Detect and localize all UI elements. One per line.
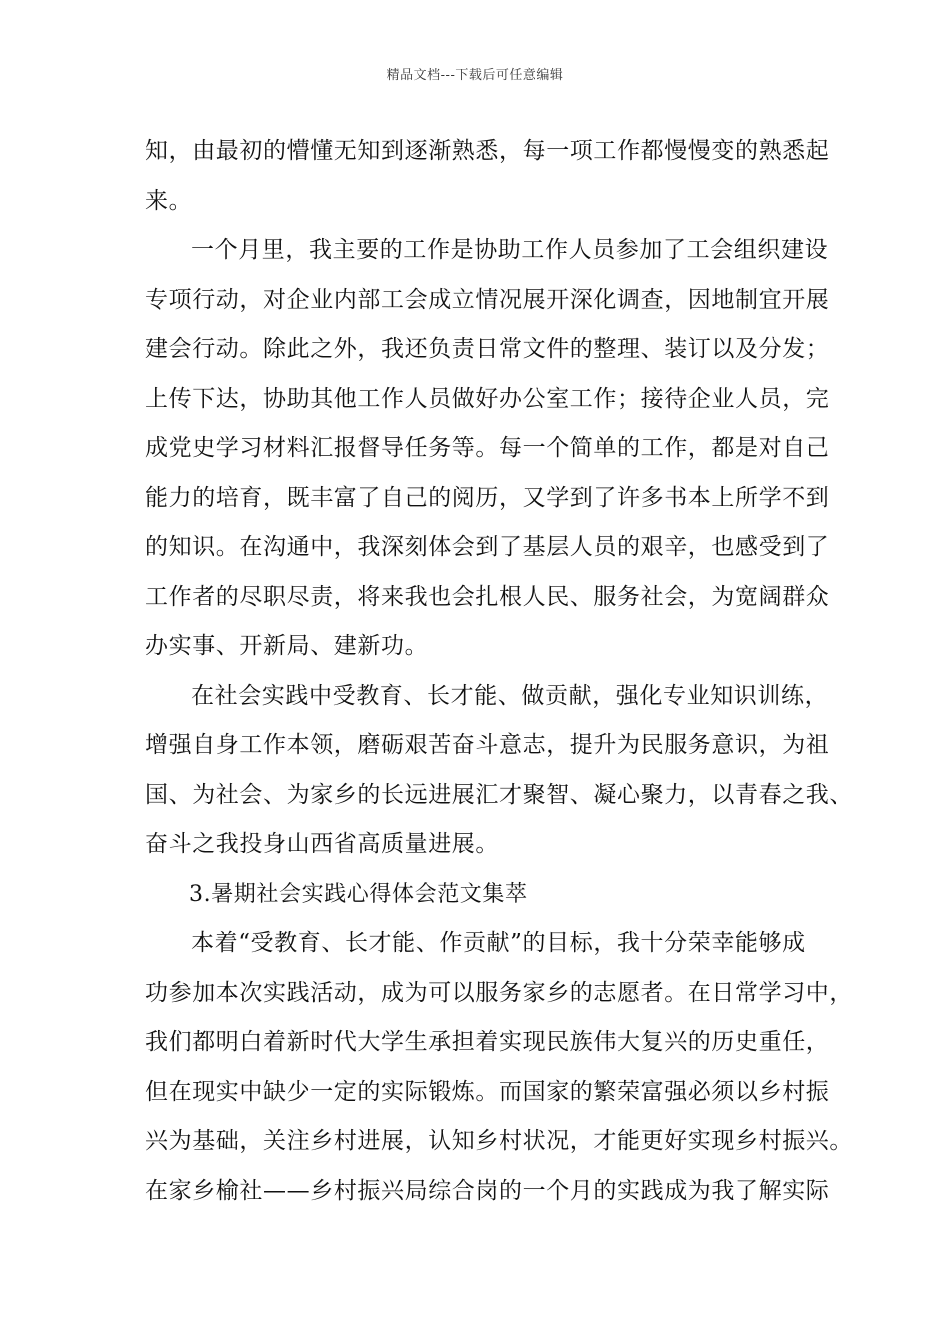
paragraph-start-line: 一个月里，我主要的工作是协助工作人员参加了工会组织建设 [191, 237, 829, 263]
section-heading: 3.暑期社会实践心得体会范文集萃 [189, 881, 528, 907]
page-header: 精品文档---下载后可任意编辑 [386, 68, 564, 83]
text-line: 功参加本次实践活动，成为可以服务家乡的志愿者。在日常学习中， [145, 979, 853, 1006]
paragraph-start-line: 在社会实践中受教育、长才能、做贡献，强化专业知识训练， [191, 682, 829, 709]
document-body [145, 127, 853, 1216]
text-line: 兴为基础，关注乡村进展，认知乡村状况，才能更好实现乡村振兴。 [145, 1128, 853, 1154]
text-line: 增强自身工作本领，磨砺艰苦奋斗意志，提升为民服务意识，为祖 [145, 732, 830, 758]
text-line: 国、为社会、为家乡的长远进展汇才聚智、凝心聚力，以青春之我、 [145, 781, 853, 808]
text-line: 但在现实中缺少一定的实际锻炼。而国家的繁荣富强必须以乡村振 [145, 1078, 830, 1105]
text-line: 专项行动，对企业内部工会成立情况展开深化调查，因地制宜开展 [145, 286, 830, 313]
paragraph-start-line: 本着“受教育、长才能、作贡献”的目标，我十分荣幸能够成 [191, 930, 806, 956]
text-line: 工作者的尽职尽责，将来我也会扎根人民、服务社会，为宽阔群众 [145, 583, 830, 610]
text-line: 知，由最初的懵懂无知到逐渐熟悉，每一项工作都慢慢变的熟悉起 [145, 138, 830, 164]
text-line: 成党史学习材料汇报督导任务等。每一个简单的工作，都是对自己 [145, 435, 830, 461]
text-line: 办实事、开新局、建新功。 [145, 633, 429, 659]
text-line: 我们都明白着新时代大学生承担着实现民族伟大复兴的历史重任， [145, 1029, 830, 1055]
text-line: 在家乡榆社——乡村振兴局综合岗的一个月的实践成为我了解实际 [145, 1177, 830, 1204]
text-line: 建会行动。除此之外，我还负责日常文件的整理、装订以及分发； [145, 336, 830, 362]
text-line: 奋斗之我投身山西省高质量进展。 [145, 831, 499, 857]
text-line: 能力的培育，既丰富了自己的阅历，又学到了许多书本上所学不到 [145, 484, 830, 511]
text-line: 的知识。在沟通中，我深刻体会到了基层人员的艰辛，也感受到了 [145, 534, 830, 560]
text-line: 来。 [145, 187, 193, 214]
text-line: 上传下达，协助其他工作人员做好办公室工作；接待企业人员，完 [145, 385, 830, 412]
